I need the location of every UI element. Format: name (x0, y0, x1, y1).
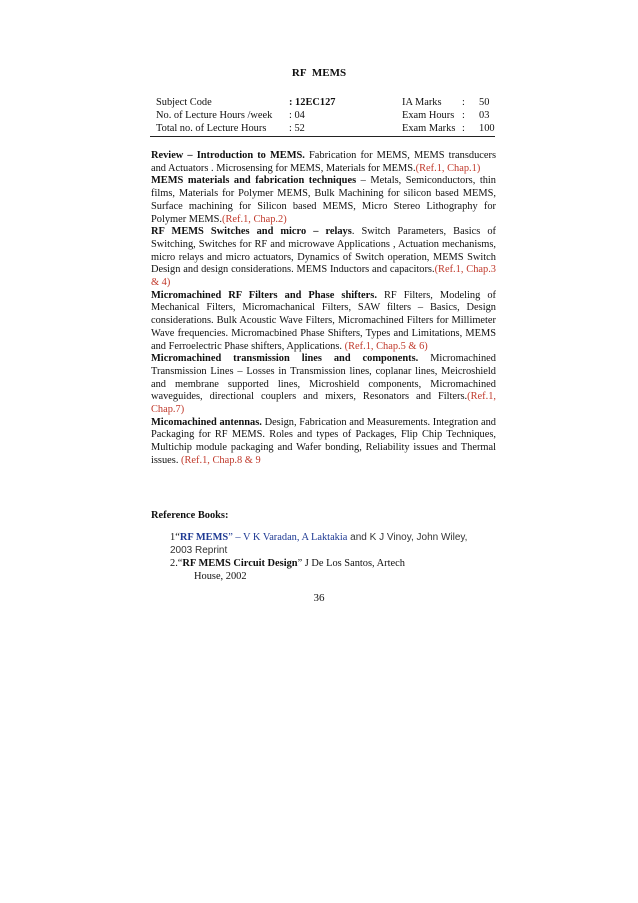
book-title: RF MEMS (179, 532, 229, 543)
unit-body: Fabrication for MEMS, MEMS transducers and Actuators . Microsensing for MEMS, Materials for MEMS. (151, 150, 496, 174)
lecture-hours-row (150, 109, 495, 122)
divider (150, 136, 495, 137)
book-title: RF MEMS Circuit Design (182, 558, 298, 569)
info-label: Exam Hours (402, 110, 455, 121)
syllabus-unit (151, 353, 496, 417)
reference-books-list (170, 531, 490, 583)
info-colon: : (462, 97, 465, 108)
book-authors: ” – V K Varadan, A Laktakia (228, 532, 348, 543)
info-value: : 12EC127 (289, 97, 336, 108)
info-value: : 04 (289, 110, 305, 121)
unit-heading: Micomachined antennas. (151, 416, 262, 428)
unit-reference: (Ref.1, Chap.8 & 9 (181, 454, 261, 466)
syllabus-content (151, 150, 496, 468)
info-label: No. of Lecture Hours /week (156, 110, 273, 121)
unit-body: Micromachined Transmission Lines – Losses in Transmission lines, coplanar lines, Meicroshield and membrane supported lines, Microshield components, Micromachined waveguides, directional couplers and mixers, Resonators and Filters. (151, 353, 496, 403)
unit-heading: RF MEMS Switches and micro – relays (151, 226, 352, 238)
info-label: Exam Marks (402, 123, 456, 134)
syllabus-unit (151, 417, 496, 468)
unit-reference: (Ref.1, Chap.7) (151, 391, 496, 416)
syllabus-unit (151, 290, 496, 354)
unit-heading: MEMS materials and fabrication techniques (151, 175, 357, 187)
unit-body: Design, Fabrication and Measurements. Integration and Packaging for RF MEMS. Roles and types of Packages, Flip Chip Techniques, Multichip module packaging and Wafer bonding, Reliability issues and Thermal issues. (151, 416, 496, 466)
book-details: ” J De Los Santos, Artech (297, 558, 405, 569)
reference-books-heading: Reference Books: (151, 510, 229, 521)
book-details-continued: House, 2002 (194, 571, 247, 582)
book-number: 1“ (170, 532, 180, 543)
book-details: and K J Vinoy, John Wiley, 2003 Reprint (170, 532, 468, 556)
page-number: 36 (313, 592, 325, 604)
total-hours-row (150, 122, 495, 135)
info-value: 100 (479, 123, 495, 134)
info-label: Subject Code (156, 97, 212, 108)
unit-body: RF Filters, Modeling of Mechanical Filters, Micromachanical Filters, SAW filters – Basics, Design considerations. Bulk Acoustic Wave Filters, Micromachined Filters for Millimeter Wave frequencies. Micromacbined Phase Shifters, Types and Limitations, MEMS and Ferroelectric Phase shifters, Applications. (151, 289, 496, 352)
unit-heading: Review – Introduction to MEMS. (151, 150, 305, 161)
book-number: 2.“ (170, 558, 183, 569)
subject-code-row (150, 96, 495, 109)
info-value: 03 (479, 110, 490, 121)
syllabus-unit (151, 226, 496, 290)
syllabus-unit (151, 150, 496, 175)
info-colon: : (462, 123, 465, 134)
info-label: IA Marks (402, 97, 442, 108)
info-value: 50 (479, 97, 490, 108)
info-colon: : (462, 110, 465, 121)
reference-book-item (170, 531, 490, 557)
course-title: RF MEMS (291, 67, 347, 79)
info-label: Total no. of Lecture Hours (156, 123, 267, 134)
reference-book-item (170, 557, 490, 570)
unit-reference: (Ref.1, Chap.3 & 4) (151, 264, 496, 289)
info-value: : 52 (289, 123, 305, 134)
unit-reference: (Ref.1, Chap.1) (415, 162, 481, 174)
syllabus-unit (151, 175, 496, 226)
unit-reference: (Ref.1, Chap.2) (222, 213, 287, 225)
subject-info-table (150, 96, 495, 135)
unit-reference: (Ref.1, Chap.5 & 6) (342, 340, 428, 352)
unit-body: . Switch Parameters, Basics of Switching, Switches for RF and microwave Applications , Actuation mechanisms, micro relays and micro actuators, Dynamics of Switch operation, MEMS Switch Design and design considerations. MEMS Inductors and capacitors. (151, 226, 496, 276)
unit-heading: Micromachined transmission lines and components. (151, 353, 419, 365)
unit-heading: Micromachined RF Filters and Phase shifters. (151, 289, 377, 301)
unit-body: – Metals, Semiconductors, thin films, Materials for Polymer MEMS, Bulk Machining for silicon based MEMS, Surface machining for Silicon based MEMS, Micro Stereo Lithography for Polymer MEMS. (151, 175, 496, 225)
